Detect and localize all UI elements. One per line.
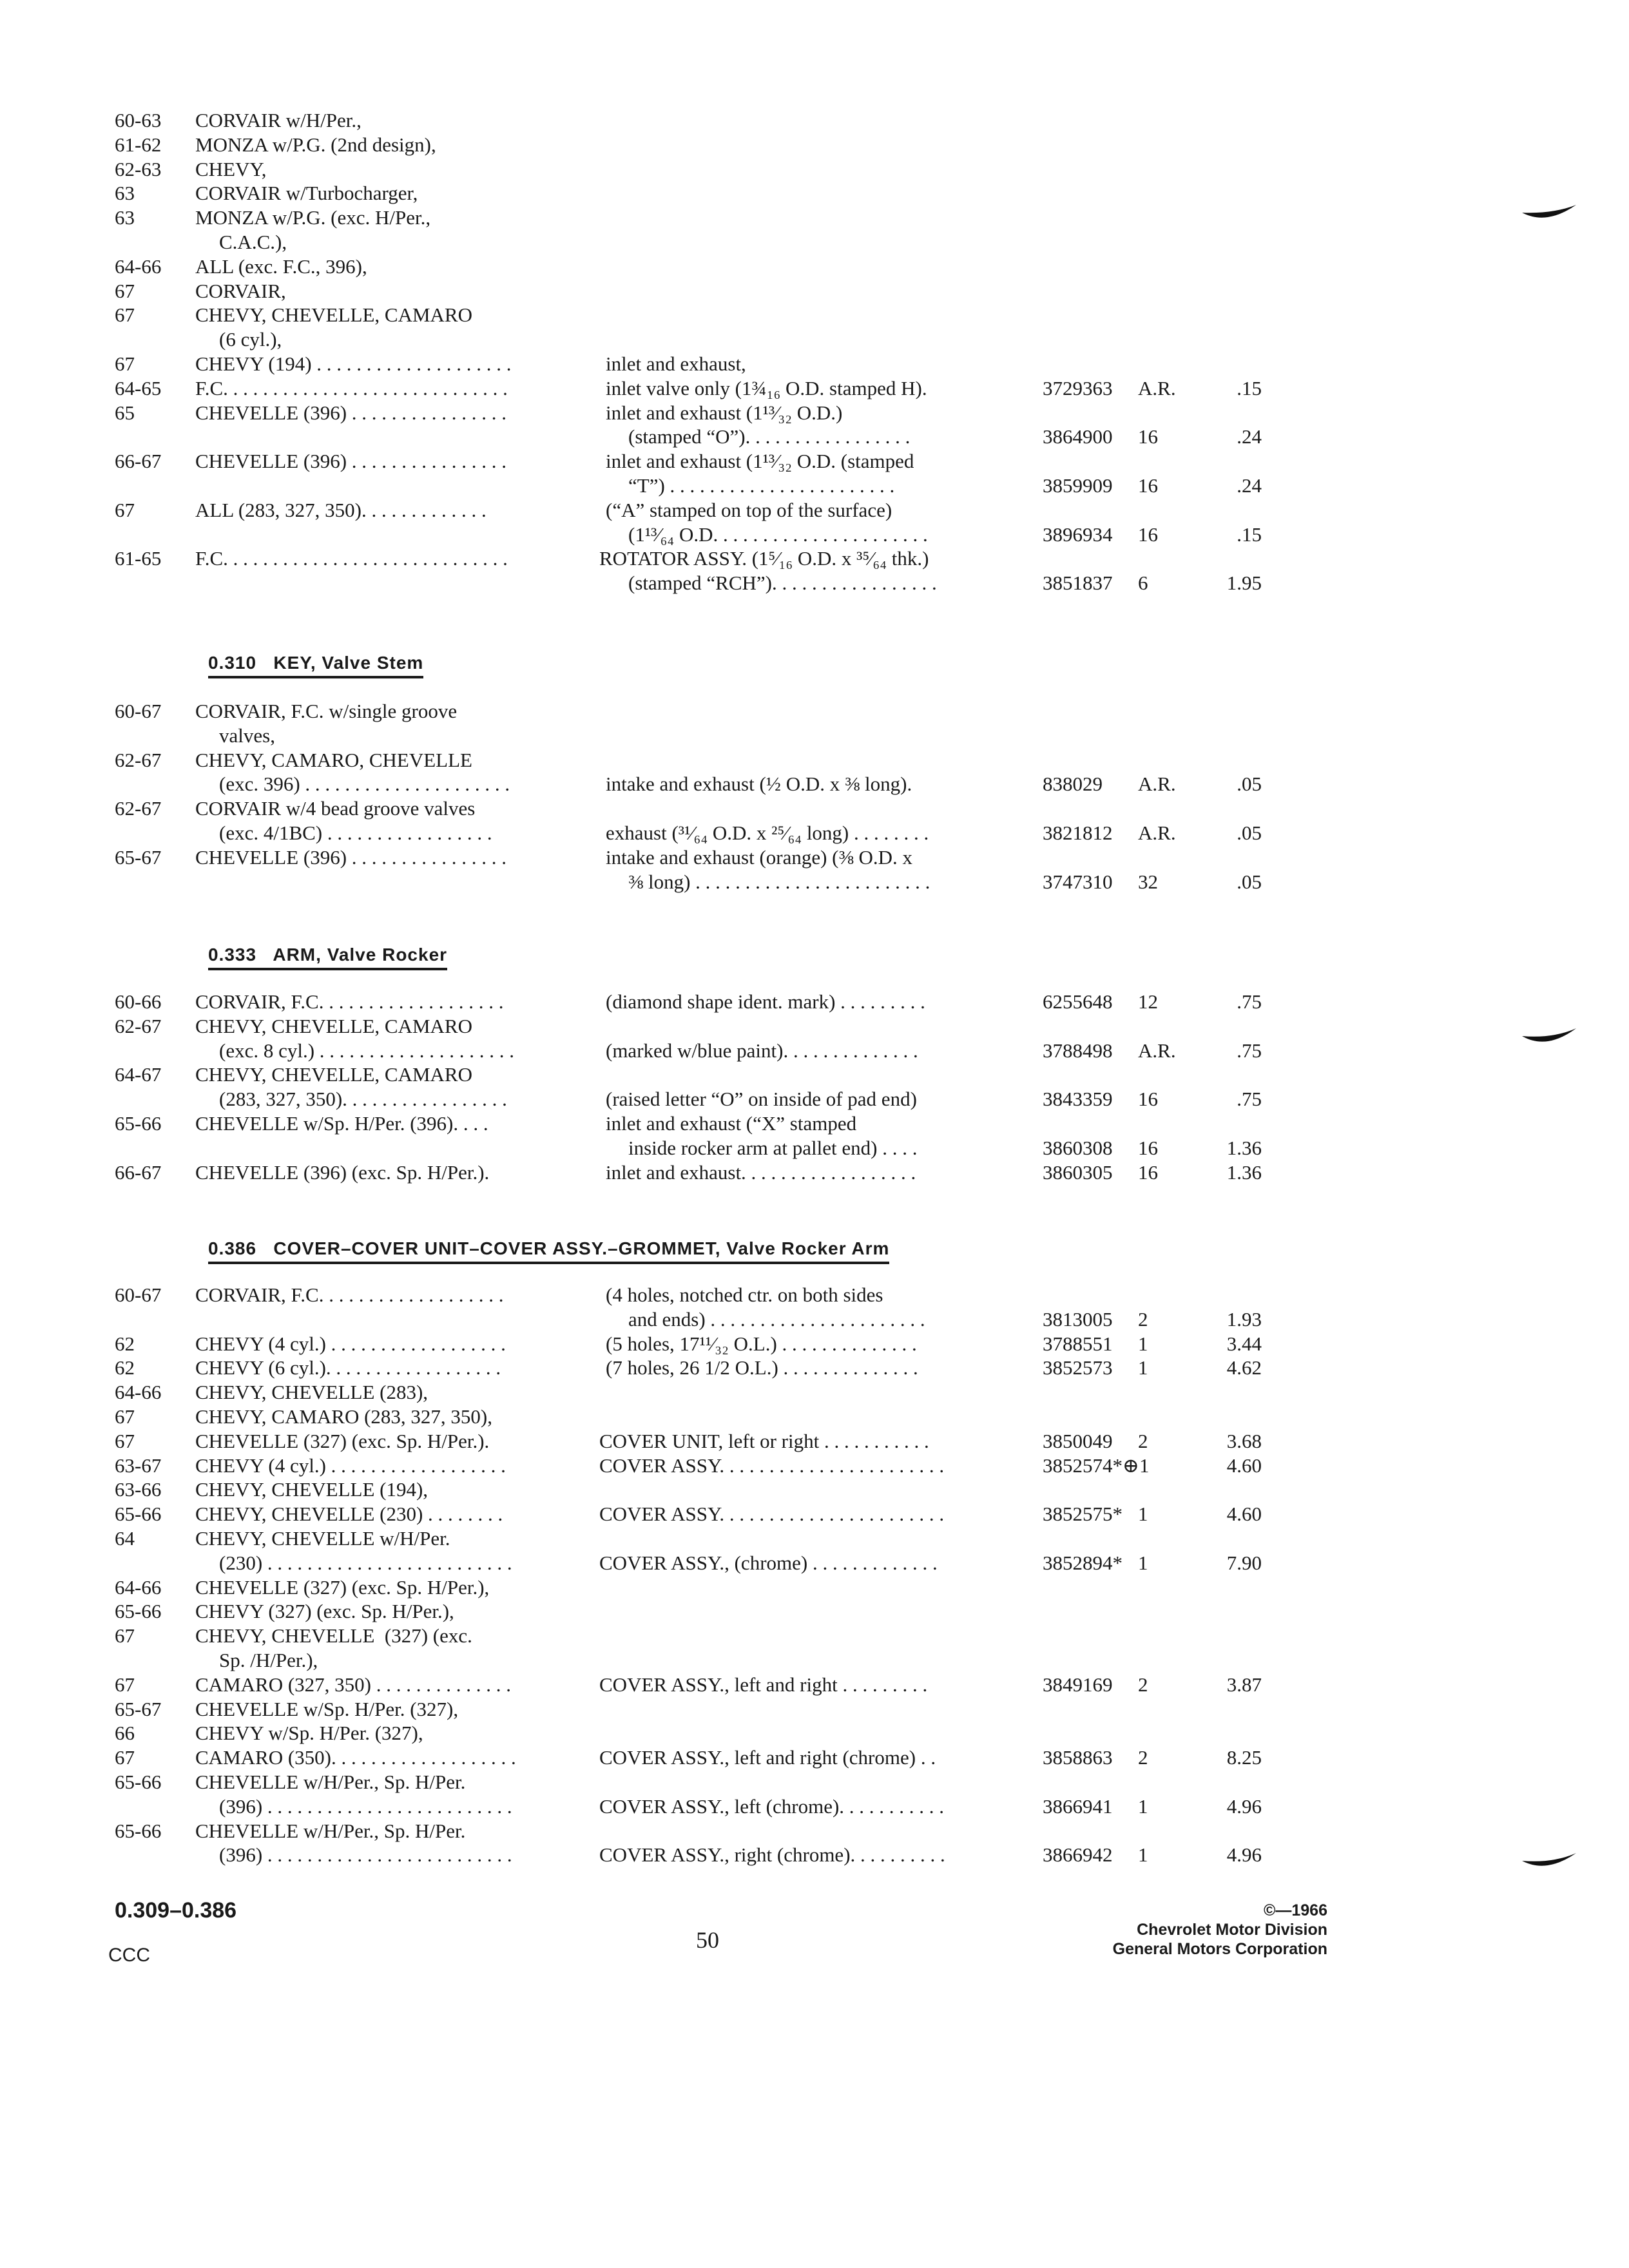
row-model: (396) . . . . . . . . . . . . . . . . . . . . . . . . . <box>219 1843 512 1866</box>
row-quantity: A.R. <box>1138 1039 1176 1062</box>
row-quantity: A.R. <box>1138 377 1176 399</box>
row-model: CHEVY (194) . . . . . . . . . . . . . . . . . . . . <box>195 352 512 375</box>
row-part-number: 3850049 <box>1043 1430 1113 1452</box>
row-description: COVER ASSY., (chrome) . . . . . . . . . . . . . <box>599 1552 938 1574</box>
row-years: 66-67 <box>115 1161 162 1184</box>
row-part-number: 3866942 <box>1043 1843 1113 1866</box>
row-quantity: 1 <box>1138 1356 1148 1379</box>
row-years: 67 <box>115 303 135 326</box>
row-years: 62-63 <box>115 158 162 180</box>
row-years: 65-66 <box>115 1600 162 1622</box>
footer-copyright: ©—1966 <box>1263 1901 1327 1919</box>
row-part-number: 3852894* <box>1043 1552 1123 1574</box>
row-description: (raised letter “O” on inside of pad end) <box>606 1088 917 1110</box>
row-price: .05 <box>1237 822 1262 844</box>
row-model: CORVAIR w/H/Per., <box>195 109 361 131</box>
row-years: 65-67 <box>115 846 162 869</box>
row-model: CHEVELLE (396) . . . . . . . . . . . . . . . . <box>195 846 507 869</box>
row-model: CAMARO (350). . . . . . . . . . . . . . . . . . . <box>195 1746 516 1769</box>
row-quantity: 1 <box>1138 1332 1148 1355</box>
row-quantity: 12 <box>1138 990 1158 1013</box>
row-price: 3.68 <box>1226 1430 1262 1452</box>
row-description: COVER ASSY. . . . . . . . . . . . . . . . . . . . . . . <box>599 1503 945 1525</box>
row-model: CHEVELLE (396) . . . . . . . . . . . . . . . . <box>195 450 507 472</box>
page-number: 50 <box>696 1927 719 1953</box>
row-years: 64-66 <box>115 1576 162 1599</box>
row-price: 4.96 <box>1226 1795 1262 1818</box>
row-model: CORVAIR, F.C. . . . . . . . . . . . . . . . . . . <box>195 1283 504 1306</box>
row-part-number: 3821812 <box>1043 822 1113 844</box>
row-description: COVER ASSY., right (chrome). . . . . . . . . . <box>599 1843 945 1866</box>
row-model: CHEVELLE (327) (exc. Sp. H/Per.). <box>195 1430 490 1452</box>
row-model: CHEVELLE w/H/Per., Sp. H/Per. <box>195 1771 466 1793</box>
row-years: 65-66 <box>115 1503 162 1525</box>
row-model: CHEVY, CAMARO, CHEVELLE <box>195 749 472 771</box>
row-model: CHEVY, CHEVELLE (283), <box>195 1381 429 1403</box>
row-description: ⅜ long) . . . . . . . . . . . . . . . . . . . . . . . . <box>628 870 930 893</box>
row-model: CHEVY, CHEVELLE (194), <box>195 1478 429 1501</box>
row-price: 8.25 <box>1226 1746 1262 1769</box>
row-model: CHEVY, CHEVELLE, CAMARO <box>195 1015 472 1037</box>
row-model: CORVAIR w/4 bead groove valves <box>195 797 476 820</box>
row-description: (4 holes, notched ctr. on both sides <box>606 1283 883 1306</box>
row-description: ROTATOR ASSY. (1⁵⁄₁₆ O.D. x ³⁵⁄₆₄ thk.) <box>599 547 929 570</box>
footer-division: Chevrolet Motor Division <box>1137 1921 1327 1939</box>
row-part-number: 3896934 <box>1043 523 1113 546</box>
row-model: CHEVY, CHEVELLE, CAMARO <box>195 1063 472 1086</box>
row-model: (exc. 8 cyl.) . . . . . . . . . . . . . . . . . . . . <box>219 1039 515 1062</box>
row-model: CHEVELLE (396) . . . . . . . . . . . . . . . . <box>195 401 507 424</box>
row-description: inlet and exhaust (“X” stamped <box>606 1112 857 1135</box>
row-part-number: 3852573 <box>1043 1356 1113 1379</box>
row-price: .75 <box>1237 1039 1262 1062</box>
row-years: 64-66 <box>115 255 162 278</box>
row-description: “T”) . . . . . . . . . . . . . . . . . . . . . . . <box>628 474 895 497</box>
footer-corporation: General Motors Corporation <box>1112 1940 1327 1958</box>
row-description: inlet valve only (1¾₁₆ O.D. stamped H). <box>606 377 927 399</box>
row-price: 1.36 <box>1226 1137 1262 1159</box>
row-part-number: 3852574*⊕1 <box>1043 1454 1150 1477</box>
row-part-number: 3858863 <box>1043 1746 1113 1769</box>
footer-range: 0.309–0.386 <box>115 1898 237 1923</box>
row-model: MONZA w/P.G. (exc. H/Per., <box>195 206 431 229</box>
row-model: CHEVY, CHEVELLE w/H/Per. <box>195 1527 450 1550</box>
row-part-number: 3813005 <box>1043 1308 1113 1331</box>
row-years: 60-67 <box>115 1283 162 1306</box>
row-years: 64 <box>115 1527 135 1550</box>
row-model: CORVAIR, <box>195 280 286 302</box>
row-model: (283, 327, 350). . . . . . . . . . . . . . . . . <box>219 1088 507 1110</box>
row-price: .05 <box>1237 870 1262 893</box>
row-price: 1.95 <box>1226 572 1262 594</box>
row-years: 65 <box>115 401 135 424</box>
row-years: 61-62 <box>115 133 162 156</box>
row-part-number: 3849169 <box>1043 1673 1113 1696</box>
row-quantity: 6 <box>1138 572 1148 594</box>
row-quantity: 1 <box>1138 1552 1148 1574</box>
row-model: CHEVY w/Sp. H/Per. (327), <box>195 1722 423 1744</box>
row-part-number: 3843359 <box>1043 1088 1113 1110</box>
row-quantity: 2 <box>1138 1430 1148 1452</box>
row-model: valves, <box>219 724 275 747</box>
row-model: Sp. /H/Per.), <box>219 1649 318 1671</box>
row-description: (marked w/blue paint). . . . . . . . . . . . . . <box>606 1039 918 1062</box>
row-description: inlet and exhaust. . . . . . . . . . . . . . . . . . <box>606 1161 916 1184</box>
row-model: CHEVY (4 cyl.) . . . . . . . . . . . . . . . . . . <box>195 1454 506 1477</box>
row-description: COVER ASSY. . . . . . . . . . . . . . . . . . . . . . . <box>599 1454 945 1477</box>
row-description: (stamped “RCH”). . . . . . . . . . . . . . . . . <box>628 572 937 594</box>
row-price: .75 <box>1237 990 1262 1013</box>
row-part-number: 838029 <box>1043 773 1103 795</box>
row-description: and ends) . . . . . . . . . . . . . . . . . . . . . . <box>628 1308 925 1331</box>
row-part-number: 3866941 <box>1043 1795 1113 1818</box>
row-years: 60-66 <box>115 990 162 1013</box>
row-description: (7 holes, 26 1/2 O.L.) . . . . . . . . . . . . . . <box>606 1356 918 1379</box>
row-quantity: 1 <box>1138 1843 1148 1866</box>
row-years: 67 <box>115 1673 135 1696</box>
row-model: CHEVY, CHEVELLE, CAMARO <box>195 303 472 326</box>
row-price: 4.60 <box>1226 1454 1262 1477</box>
row-years: 67 <box>115 352 135 375</box>
row-quantity: A.R. <box>1138 822 1176 844</box>
row-quantity: 2 <box>1138 1746 1148 1769</box>
row-price: 4.60 <box>1226 1503 1262 1525</box>
row-part-number: 3859909 <box>1043 474 1113 497</box>
row-years: 66 <box>115 1722 135 1744</box>
row-part-number: 3852575* <box>1043 1503 1123 1525</box>
row-years: 67 <box>115 1405 135 1428</box>
row-years: 64-66 <box>115 1381 162 1403</box>
row-quantity: 1 <box>1138 1795 1148 1818</box>
row-description: COVER UNIT, left or right . . . . . . . . . . . <box>599 1430 929 1452</box>
row-quantity: 16 <box>1138 1088 1158 1110</box>
row-years: 65-66 <box>115 1820 162 1842</box>
row-description: inlet and exhaust (1¹³⁄₃₂ O.D.) <box>606 401 843 424</box>
row-model: CHEVELLE (327) (exc. Sp. H/Per.), <box>195 1576 490 1599</box>
row-years: 67 <box>115 499 135 521</box>
row-description: (5 holes, 17¹¹⁄₃₂ O.L.) . . . . . . . . . . . . . . <box>606 1332 917 1355</box>
row-price: .24 <box>1237 474 1262 497</box>
row-model: (exc. 4/1BC) . . . . . . . . . . . . . . . . . <box>219 822 492 844</box>
row-years: 65-66 <box>115 1112 162 1135</box>
row-price: 3.87 <box>1226 1673 1262 1696</box>
row-years: 63-66 <box>115 1478 162 1501</box>
row-quantity: 2 <box>1138 1308 1148 1331</box>
row-model: MONZA w/P.G. (2nd design), <box>195 133 436 156</box>
row-part-number: 3788551 <box>1043 1332 1113 1355</box>
row-years: 64-65 <box>115 377 162 399</box>
row-quantity: 1 <box>1138 1503 1148 1525</box>
row-part-number: 3729363 <box>1043 377 1113 399</box>
row-price: 1.93 <box>1226 1308 1262 1331</box>
row-model: ALL (283, 327, 350). . . . . . . . . . . . . <box>195 499 487 521</box>
row-model: CHEVY (327) (exc. Sp. H/Per.), <box>195 1600 454 1622</box>
row-description: COVER ASSY., left (chrome). . . . . . . . . . . <box>599 1795 945 1818</box>
binder-mark-top <box>1521 200 1579 226</box>
binder-mark-bottom <box>1521 1849 1579 1875</box>
row-years: 67 <box>115 1624 135 1647</box>
row-years: 65-67 <box>115 1698 162 1720</box>
row-model: CHEVELLE w/Sp. H/Per. (327), <box>195 1698 459 1720</box>
row-price: .75 <box>1237 1088 1262 1110</box>
row-part-number: 3851837 <box>1043 572 1113 594</box>
row-model: CORVAIR w/Turbocharger, <box>195 182 418 204</box>
row-quantity: 16 <box>1138 1137 1158 1159</box>
row-model: CHEVY, <box>195 158 267 180</box>
row-description: (“A” stamped on top of the surface) <box>606 499 892 521</box>
row-part-number: 3864900 <box>1043 425 1113 448</box>
row-description: COVER ASSY., left and right . . . . . . . . . <box>599 1673 928 1696</box>
row-price: .15 <box>1237 377 1262 399</box>
row-model: C.A.C.), <box>219 231 287 253</box>
row-quantity: 2 <box>1138 1673 1148 1696</box>
row-years: 63 <box>115 182 135 204</box>
section-heading-0-310: 0.310 KEY, Valve Stem <box>208 653 423 678</box>
row-model: F.C. . . . . . . . . . . . . . . . . . . . . . . . . . . . . <box>195 547 508 570</box>
row-part-number: 6255648 <box>1043 990 1113 1013</box>
row-years: 62 <box>115 1356 135 1379</box>
row-quantity: 32 <box>1138 870 1158 893</box>
row-price: .24 <box>1237 425 1262 448</box>
row-years: 62-67 <box>115 797 162 820</box>
row-quantity: A.R. <box>1138 773 1176 795</box>
row-description: COVER ASSY., left and right (chrome) . . <box>599 1746 936 1769</box>
row-description: (stamped “O”). . . . . . . . . . . . . . . . . <box>628 425 911 448</box>
row-part-number: 3747310 <box>1043 870 1113 893</box>
row-model: (396) . . . . . . . . . . . . . . . . . . . . . . . . . <box>219 1795 512 1818</box>
row-model: CORVAIR, F.C. w/single groove <box>195 700 458 722</box>
row-price: 1.36 <box>1226 1161 1262 1184</box>
row-quantity: 16 <box>1138 425 1158 448</box>
row-model: CHEVELLE (396) (exc. Sp. H/Per.). <box>195 1161 490 1184</box>
row-price: 4.62 <box>1226 1356 1262 1379</box>
row-years: 62-67 <box>115 749 162 771</box>
row-description: exhaust (³¹⁄₆₄ O.D. x ²⁵⁄₆₄ long) . . . . . . . . <box>606 822 929 844</box>
row-description: inlet and exhaust, <box>606 352 746 375</box>
row-model: CORVAIR, F.C. . . . . . . . . . . . . . . . . . . <box>195 990 504 1013</box>
row-model: CHEVELLE w/Sp. H/Per. (396). . . . <box>195 1112 488 1135</box>
row-quantity: 16 <box>1138 1161 1158 1184</box>
row-description: intake and exhaust (orange) (⅜ O.D. x <box>606 846 913 869</box>
row-years: 67 <box>115 1746 135 1769</box>
row-model: CHEVY, CAMARO (283, 327, 350), <box>195 1405 493 1428</box>
row-description: (diamond shape ident. mark) . . . . . . . . . <box>606 990 925 1013</box>
row-price: 4.96 <box>1226 1843 1262 1866</box>
row-description: inside rocker arm at pallet end) . . . . <box>628 1137 918 1159</box>
row-price: .05 <box>1237 773 1262 795</box>
row-model: F.C. . . . . . . . . . . . . . . . . . . . . . . . . . . . . <box>195 377 508 399</box>
row-model: CHEVY (4 cyl.) . . . . . . . . . . . . . . . . . . <box>195 1332 506 1355</box>
row-part-number: 3860308 <box>1043 1137 1113 1159</box>
row-model: CHEVY (6 cyl.). . . . . . . . . . . . . . . . . . <box>195 1356 501 1379</box>
row-years: 67 <box>115 280 135 302</box>
row-years: 66-67 <box>115 450 162 472</box>
row-description: (1¹³⁄₆₄ O.D. . . . . . . . . . . . . . . . . . . . . . <box>628 523 928 546</box>
row-years: 60-67 <box>115 700 162 722</box>
row-price: .15 <box>1237 523 1262 546</box>
row-model: CHEVY, CHEVELLE (230) . . . . . . . . <box>195 1503 503 1525</box>
row-part-number: 3860305 <box>1043 1161 1113 1184</box>
row-part-number: 3788498 <box>1043 1039 1113 1062</box>
row-years: 65-66 <box>115 1771 162 1793</box>
row-description: inlet and exhaust (1¹³⁄₃₂ O.D. (stamped <box>606 450 914 472</box>
row-model: (6 cyl.), <box>219 328 282 351</box>
row-years: 63 <box>115 206 135 229</box>
row-model: (230) . . . . . . . . . . . . . . . . . . . . . . . . . <box>219 1552 512 1574</box>
row-years: 62 <box>115 1332 135 1355</box>
row-model: CHEVY, CHEVELLE (327) (exc. <box>195 1624 472 1647</box>
row-model: CAMARO (327, 350) . . . . . . . . . . . . . . <box>195 1673 511 1696</box>
row-years: 64-67 <box>115 1063 162 1086</box>
row-years: 62-67 <box>115 1015 162 1037</box>
row-years: 61-65 <box>115 547 162 570</box>
section-heading-0-333: 0.333 ARM, Valve Rocker <box>208 945 447 970</box>
row-years: 60-63 <box>115 109 162 131</box>
row-price: 7.90 <box>1226 1552 1262 1574</box>
section-heading-0-386: 0.386 COVER–COVER UNIT–COVER ASSY.–GROMMET, Valve Rocker Arm <box>208 1238 889 1264</box>
row-quantity: 16 <box>1138 523 1158 546</box>
binder-mark-middle <box>1521 1024 1579 1050</box>
row-description: intake and exhaust (½ O.D. x ⅜ long). <box>606 773 912 795</box>
row-model: (exc. 396) . . . . . . . . . . . . . . . . . . . . . <box>219 773 510 795</box>
row-years: 67 <box>115 1430 135 1452</box>
row-model: ALL (exc. F.C., 396), <box>195 255 367 278</box>
row-model: CHEVELLE w/H/Per., Sp. H/Per. <box>195 1820 466 1842</box>
row-quantity: 16 <box>1138 474 1158 497</box>
footer-code: CCC <box>108 1945 150 1966</box>
row-price: 3.44 <box>1226 1332 1262 1355</box>
row-years: 63-67 <box>115 1454 162 1477</box>
